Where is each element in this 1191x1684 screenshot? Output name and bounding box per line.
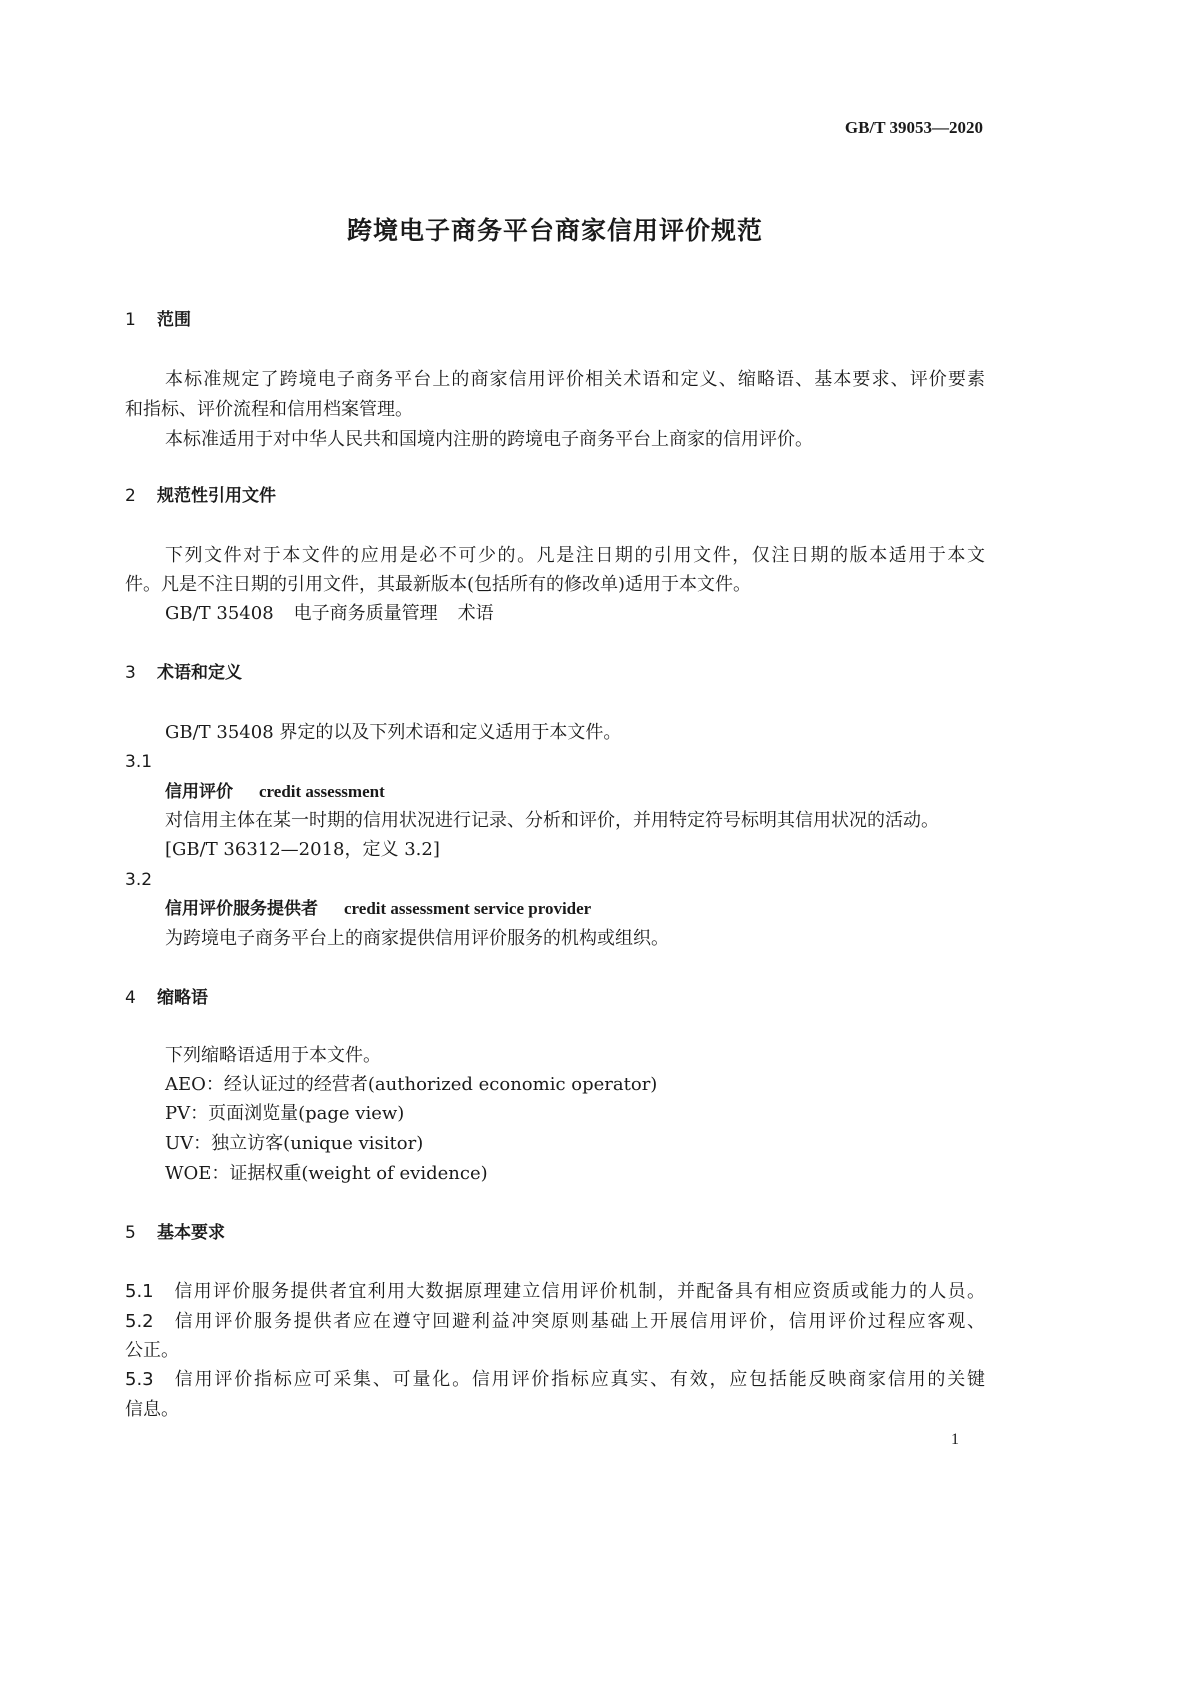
- reference-title: 电子商务质量管理: [293, 603, 438, 624]
- section-heading-5: [125, 1220, 225, 1246]
- paragraph-line: 件。凡是不注日期的引用文件，其最新版本(包括所有的修改单)适用于本文件。: [125, 574, 752, 595]
- section-title: 范围: [157, 310, 191, 330]
- document-title: 跨境电子商务平台商家信用评价规范: [346, 216, 763, 245]
- term-source: [GB/T 36312—2018，定义 3.2]: [165, 839, 440, 860]
- reference-code: GB/T 35408: [165, 603, 274, 624]
- section-title: 规范性引用文件: [157, 486, 276, 506]
- term-en: credit assessment service provider: [344, 899, 592, 918]
- clause-5-1: [125, 1279, 985, 1305]
- section-title: 基本要求: [157, 1223, 225, 1243]
- term-definition: 为跨境电子商务平台上的商家提供信用评价服务的机构或组织。: [165, 928, 669, 949]
- clause-5-3: [125, 1367, 985, 1393]
- abbreviation-item: AEO：经认证过的经营者(authorized economic operator): [165, 1074, 658, 1095]
- term-zh: 信用评价: [165, 782, 233, 802]
- section-heading-2: [125, 483, 276, 509]
- section-number: 3: [125, 663, 136, 683]
- paragraph-line: 本标准规定了跨境电子商务平台上的商家信用评价相关术语和定义、缩略语、基本要求、评价要素: [165, 369, 985, 390]
- clause-text: 信用评价指标应可采集、可量化。信用评价指标应真实、有效，应包括能反映商家信用的关键: [173, 1369, 985, 1390]
- clause-text: 信用评价服务提供者宜利用大数据原理建立信用评价机制，并配备具有相应资质或能力的人员。: [173, 1281, 985, 1302]
- page-number: 1: [951, 1431, 959, 1448]
- section-title: 缩略语: [157, 988, 208, 1008]
- paragraph-line: GB/T 35408 界定的以及下列术语和定义适用于本文件。: [165, 722, 622, 743]
- paragraph-line: 和指标、评价流程和信用档案管理。: [125, 399, 413, 420]
- section-number: 5: [125, 1223, 136, 1243]
- paragraph-line: 下列缩略语适用于本文件。: [165, 1045, 381, 1066]
- abbreviation-item: UV：独立访客(unique visitor): [165, 1133, 424, 1154]
- term-en: credit assessment: [259, 782, 385, 801]
- normative-reference: [165, 601, 494, 627]
- paragraph-line: 下列文件对于本文件的应用是必不可少的。凡是注日期的引用文件，仅注日期的版本适用于本文: [165, 545, 985, 566]
- term-number: 3.1: [125, 752, 153, 772]
- clause-text: 信息。: [125, 1399, 179, 1420]
- clause-text: 信用评价服务提供者应在遵守回避利益冲突原则基础上开展信用评价，信用评价过程应客观、: [173, 1311, 985, 1332]
- section-title: 术语和定义: [157, 663, 242, 683]
- term-heading: [165, 896, 591, 922]
- section-heading-1: [125, 307, 191, 333]
- section-number: 1: [125, 310, 136, 330]
- clause-text: 公正。: [125, 1340, 179, 1361]
- term-zh: 信用评价服务提供者: [165, 899, 318, 919]
- abbreviation-item: WOE：证据权重(weight of evidence): [165, 1163, 488, 1184]
- reference-title: 术语: [457, 603, 494, 624]
- section-number: 4: [125, 988, 136, 1008]
- clause-number: 5.2: [125, 1311, 154, 1332]
- standard-number: GB/T 39053—2020: [844, 118, 983, 137]
- clause-number: 5.3: [125, 1369, 154, 1390]
- clause-number: 5.1: [125, 1281, 154, 1302]
- section-heading-3: [125, 660, 242, 686]
- section-number: 2: [125, 486, 136, 506]
- term-definition: 对信用主体在某一时期的信用状况进行记录、分析和评价，并用特定符号标明其信用状况的活动。: [165, 810, 939, 831]
- clause-5-2: [125, 1309, 985, 1335]
- section-heading-4: [125, 985, 208, 1011]
- paragraph-line: 本标准适用于对中华人民共和国境内注册的跨境电子商务平台上商家的信用评价。: [165, 429, 813, 450]
- abbreviation-item: PV：页面浏览量(page view): [165, 1103, 405, 1124]
- term-number: 3.2: [125, 870, 153, 890]
- term-heading: [165, 779, 385, 805]
